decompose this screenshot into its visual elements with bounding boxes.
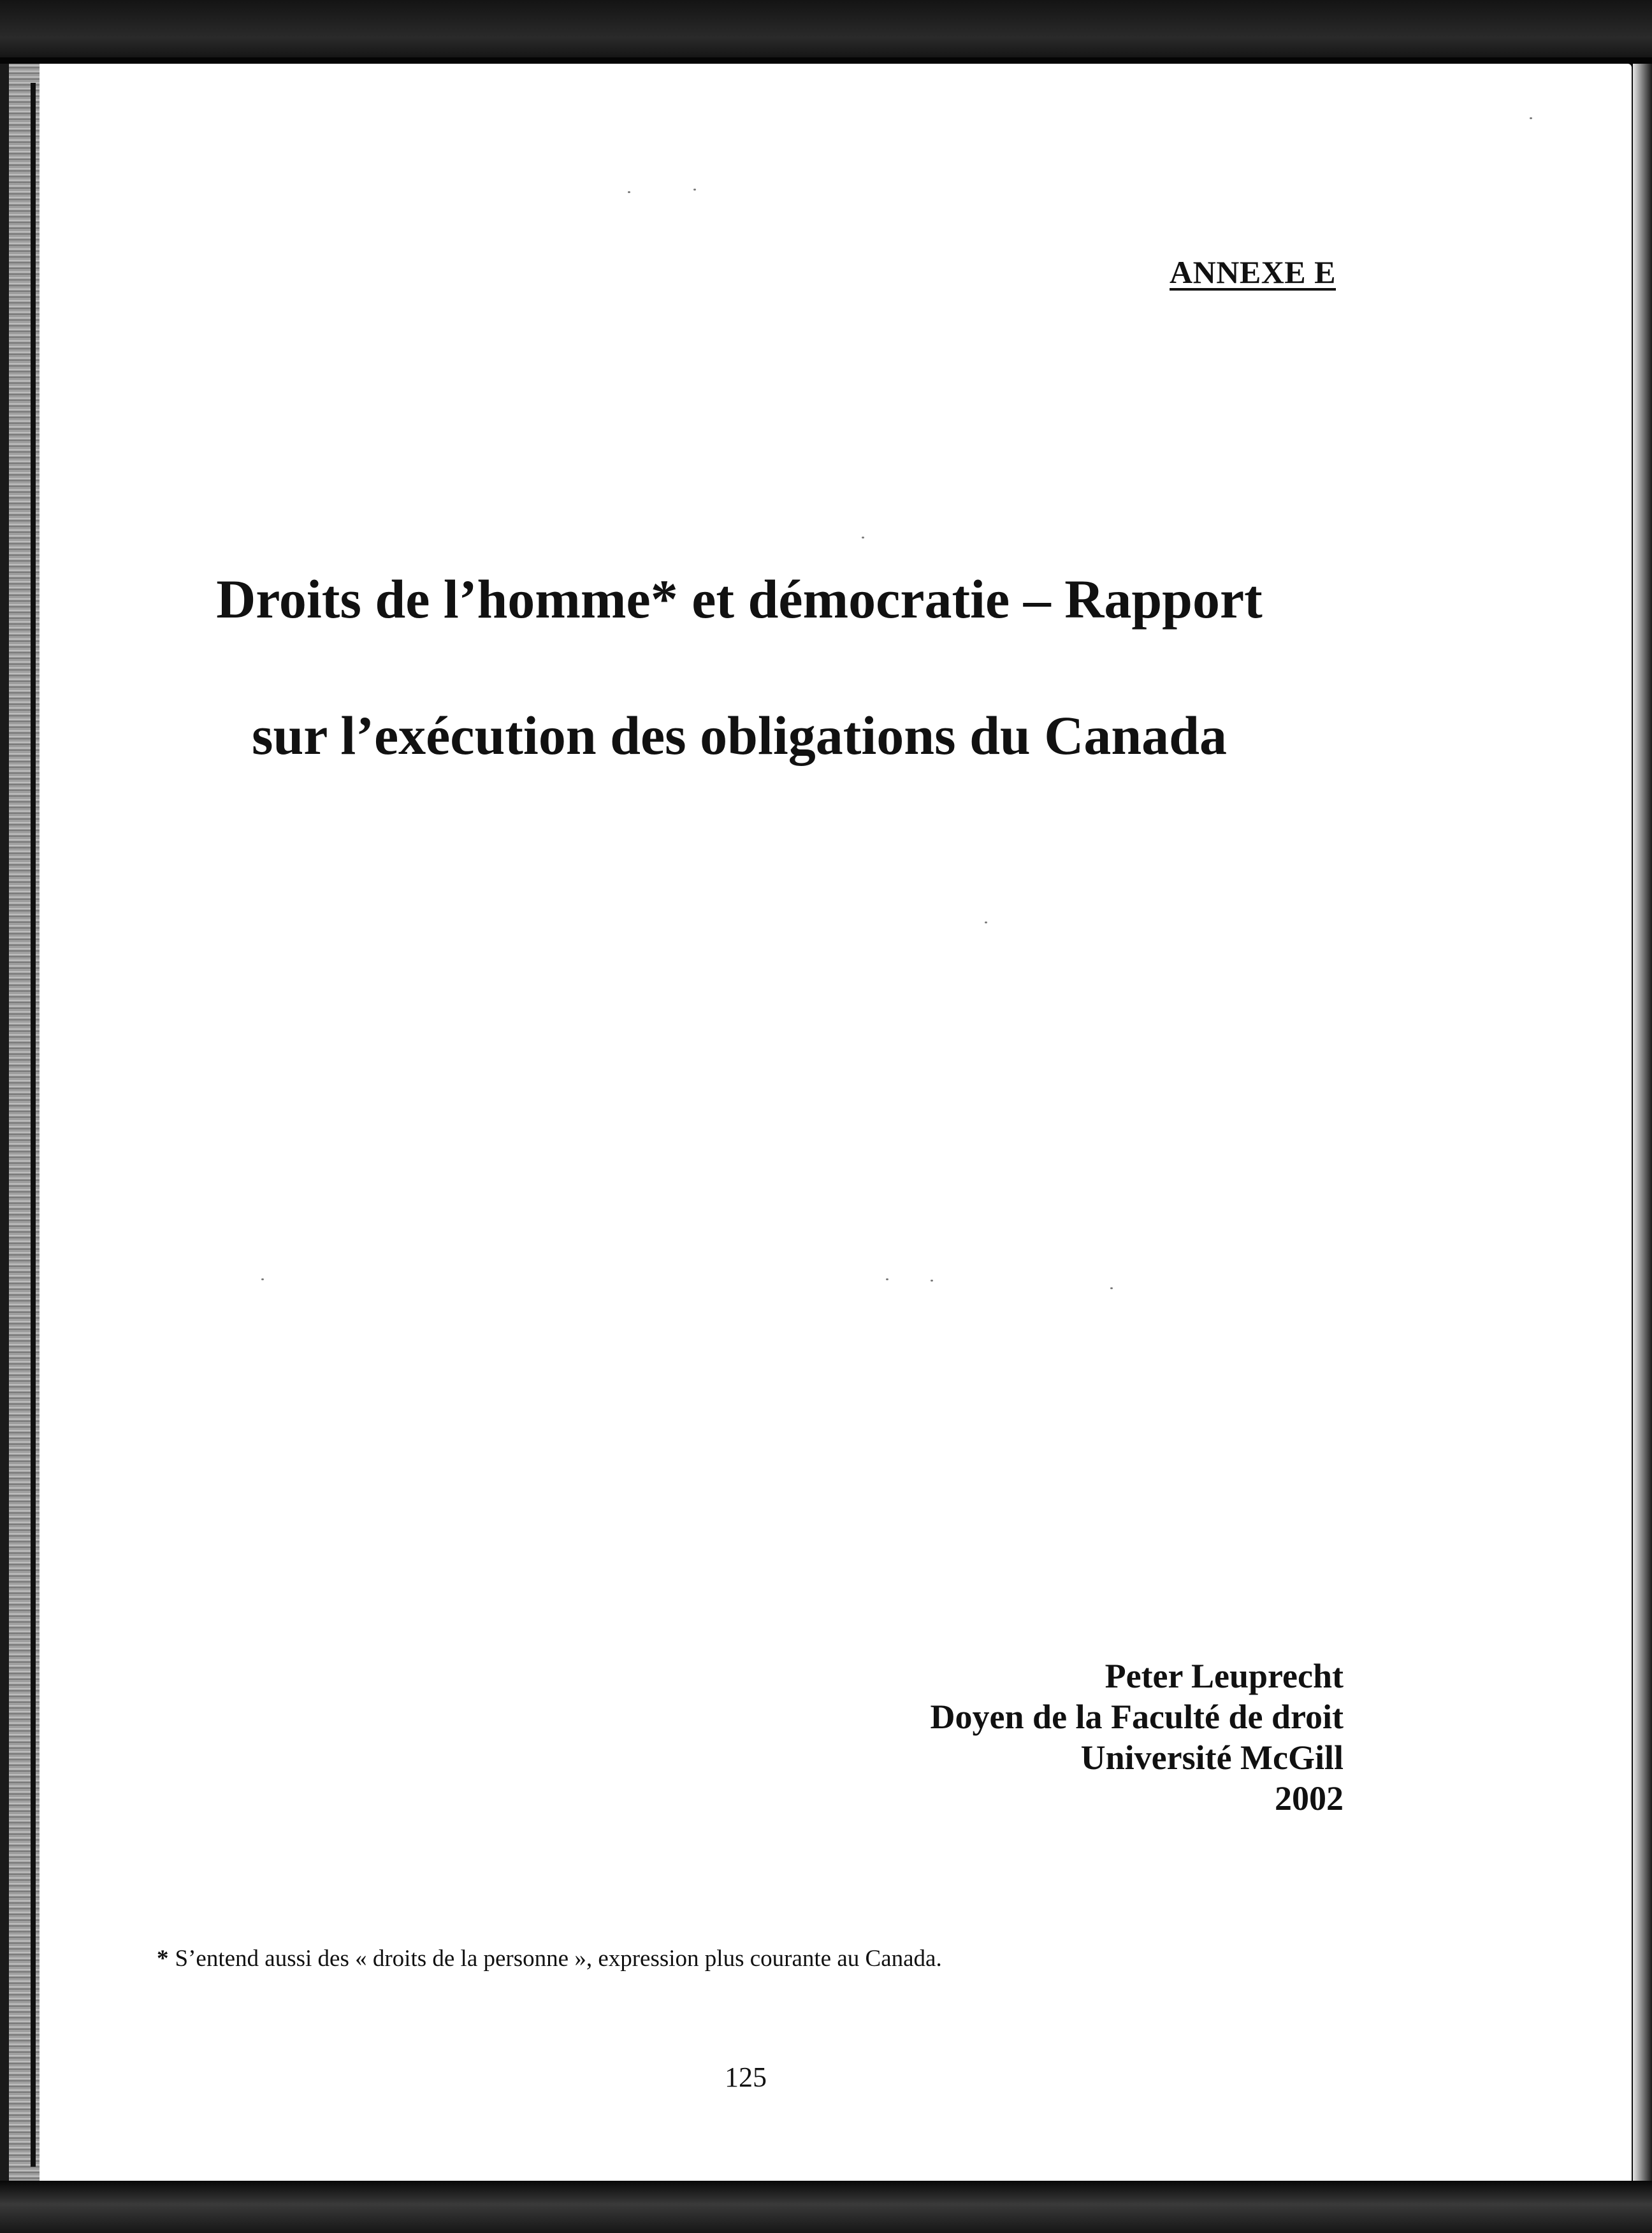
binding-edge — [0, 64, 40, 2186]
scan-speck — [628, 191, 630, 193]
scan-speck — [261, 1278, 264, 1280]
document-title-line-2: sur l’exécution des obligations du Canada — [252, 705, 1227, 766]
scan-speck — [1110, 1287, 1113, 1289]
scan-speck — [886, 1278, 888, 1280]
document-title-line-1: Droits de l’homme* et démocratie – Rapport — [216, 568, 1263, 630]
footnote-text: S’entend aussi des « droits de la personne », expression plus courante au Canada. — [175, 1946, 942, 1972]
scan-speck — [862, 537, 864, 538]
author-institution: Université McGill — [1080, 1738, 1344, 1777]
page-right-edge — [1633, 64, 1652, 2186]
footnote-marker: * — [157, 1946, 169, 1972]
page-number: 125 — [725, 2062, 767, 2093]
scan-speck — [1530, 117, 1532, 119]
author-position: Doyen de la Faculté de droit — [930, 1698, 1344, 1736]
annex-label: ANNEXE E — [1170, 254, 1336, 290]
footnote — [157, 1945, 942, 1972]
document-page — [13, 64, 1632, 2185]
scan-speck — [931, 1280, 933, 1282]
scan-speck — [693, 189, 696, 191]
scan-top-edge — [0, 0, 1652, 69]
publication-year: 2002 — [1275, 1779, 1344, 1817]
scan-bottom-edge — [0, 2181, 1652, 2233]
author-block — [931, 1656, 1344, 1819]
scan-speck — [985, 921, 987, 923]
author-name: Peter Leuprecht — [1105, 1657, 1344, 1695]
